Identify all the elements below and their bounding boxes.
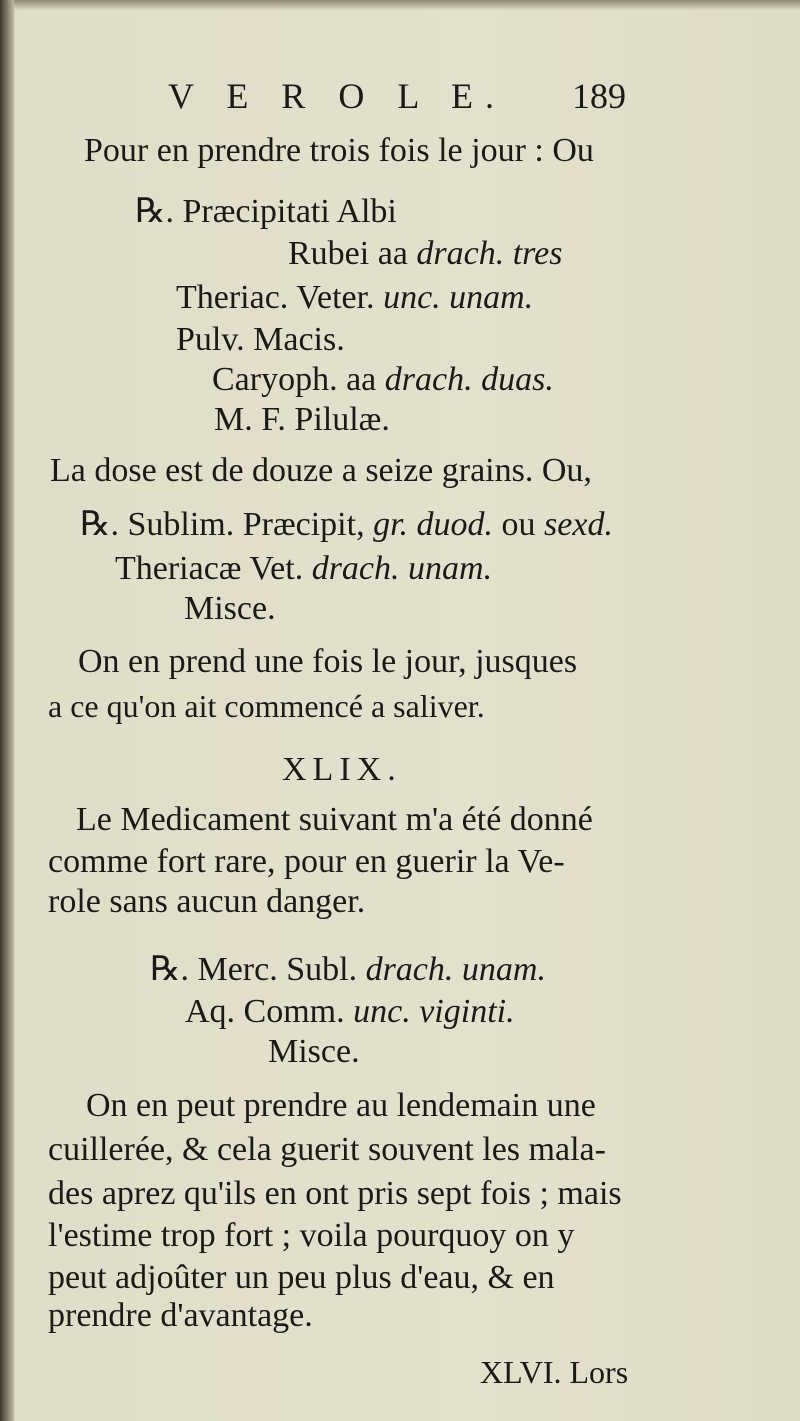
recipe-text: Theriacæ Vet. <box>115 550 312 587</box>
recipe-text: Caryoph. aa <box>212 361 385 398</box>
page-top-edge <box>0 0 800 10</box>
text-line-11: On en prend une fois le jour, jusques <box>78 643 578 680</box>
recipe-dose: drach. unam. <box>311 550 493 587</box>
recipe-text: ou <box>493 506 545 543</box>
recipe-line-6: M. F. Pilulæ. <box>214 401 390 438</box>
recipe-line-4: Pulv. Macis. <box>176 321 345 358</box>
recipe-symbol: ℞. <box>150 951 189 988</box>
text-line-23: peut adjoûter un peu plus d'eau, & en <box>48 1259 555 1296</box>
recipe-line-10: Misce. <box>184 590 276 627</box>
section-heading: XLIX. <box>282 751 402 788</box>
recipe-text: Theriac. Veter. <box>176 279 384 316</box>
recipe-dose: gr. duod. <box>373 506 494 543</box>
text-line-20: cuillerée, & cela guerit souvent les mala- <box>48 1131 606 1168</box>
recipe-text: Rubei aa <box>288 235 417 272</box>
recipe-line-16 <box>150 950 546 990</box>
text-line-24: prendre d'avantage. <box>48 1297 313 1334</box>
recipe-text: Præcipitati Albi <box>182 193 397 230</box>
recipe-dose: drach. tres <box>416 235 563 272</box>
recipe-dose: drach. duas. <box>384 361 554 398</box>
recipe-line-18: Misce. <box>268 1033 360 1070</box>
running-title: V E R O L E. <box>168 76 506 116</box>
text-line-22: l'estime trop fort ; voila pourquoy on y <box>48 1217 575 1254</box>
recipe-line-1 <box>135 192 397 232</box>
recipe-line-17 <box>185 992 515 1032</box>
recipe-symbol: ℞. <box>135 193 174 230</box>
text-line-7: La dose est de douze a seize grains. Ou, <box>50 452 592 489</box>
recipe-line-3 <box>176 278 533 318</box>
page-number: 189 <box>572 76 626 116</box>
recipe-text: Merc. Subl. <box>188 951 366 988</box>
recipe-dose: unc. unam. <box>383 279 534 316</box>
recipe-symbol: ℞. <box>80 506 119 543</box>
text-line-21: des aprez qu'ils en ont pris sept fois ; mais <box>48 1175 622 1212</box>
book-spine <box>0 0 14 1421</box>
recipe-line-8 <box>80 505 613 545</box>
text-line-1: Pour en prendre trois fois le jour : Ou <box>84 132 594 169</box>
text-line-13: Le Medicament suivant m'a été donné <box>76 801 593 838</box>
recipe-line-2 <box>288 234 562 274</box>
text-line-19: On en peut prendre au lendemain une <box>86 1087 596 1124</box>
recipe-dose: unc. viginti. <box>353 993 515 1030</box>
recipe-line-9 <box>115 549 492 589</box>
recipe-dose: drach. unam. <box>365 951 546 988</box>
text-line-15: role sans aucun danger. <box>48 883 366 920</box>
catchword: XLVI. Lors <box>480 1354 629 1390</box>
text-line-12: a ce qu'on ait commencé a saliver. <box>48 688 485 724</box>
recipe-text: Aq. Comm. <box>185 993 354 1030</box>
recipe-dose: sexd. <box>544 506 613 543</box>
recipe-text: Sublim. Præcipit, <box>118 506 374 543</box>
text-line-14: comme fort rare, pour en guerir la Ve- <box>48 843 565 880</box>
recipe-line-5 <box>212 360 554 400</box>
